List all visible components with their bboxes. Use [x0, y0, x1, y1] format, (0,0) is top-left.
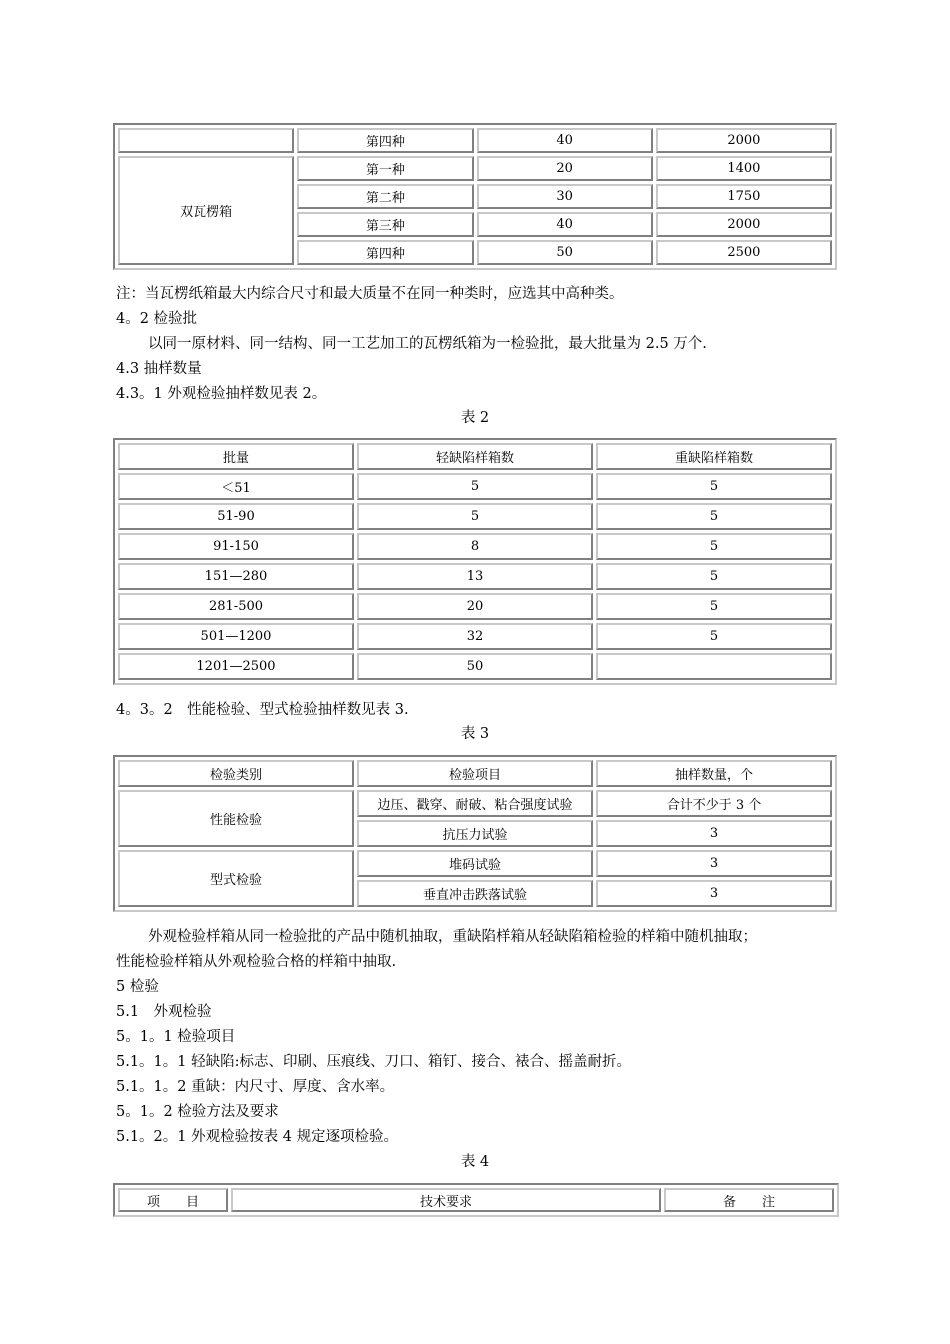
table-caption: 表 3	[460, 726, 490, 742]
table-cell: 5	[357, 503, 593, 530]
table-cell: 20	[477, 156, 653, 181]
paragraph: 性能检验样箱从外观检验合格的样箱中抽取.	[116, 954, 397, 970]
section-heading: 5。1。2 检验方法及要求	[116, 1104, 279, 1120]
table-cell: ＜51	[118, 473, 354, 500]
table-cell: 32	[357, 623, 593, 650]
table-cell: 151—280	[118, 563, 354, 590]
table-cell: 5	[596, 503, 832, 530]
note-text: 注：当瓦楞纸箱最大内综合尺寸和最大质量不在同一种类时，应选其中高种类。	[116, 286, 624, 302]
column-header: 抽样数量，个	[596, 760, 832, 787]
table-row	[118, 563, 832, 590]
table-cell: 2000	[656, 128, 832, 153]
section-heading: 5.1 外观检验	[116, 1004, 212, 1020]
table-cell: 5	[596, 533, 832, 560]
paragraph: 5.1。1。2 重缺：内尺寸、厚度、含水率。	[116, 1079, 395, 1095]
table-cell: 第二种	[297, 184, 473, 209]
table-cell: 50	[477, 240, 653, 265]
table-cell: 1750	[656, 184, 832, 209]
table-cell: 5	[596, 473, 832, 500]
table-cell: 第四种	[297, 128, 473, 153]
table-row	[118, 128, 832, 153]
table-row	[118, 623, 832, 650]
table-cell: 合计不少于 3 个	[596, 790, 832, 817]
table-cell: 第三种	[297, 212, 473, 237]
inspection-table-4	[113, 1183, 839, 1217]
table-row	[118, 473, 832, 500]
table-cell: 5	[596, 623, 832, 650]
table-cell: 40	[477, 212, 653, 237]
table-row	[118, 533, 832, 560]
table-row	[118, 156, 832, 181]
table-header-row	[118, 443, 832, 470]
table-cell: 1400	[656, 156, 832, 181]
table-cell	[118, 128, 294, 153]
sampling-table-2	[113, 438, 837, 685]
table-cell: 51-90	[118, 503, 354, 530]
section-heading: 4.3 抽样数量	[116, 361, 202, 377]
table-cell: 第四种	[297, 240, 473, 265]
table-cell: 2000	[656, 212, 832, 237]
table-cell: 3	[596, 880, 832, 907]
table-header-row	[118, 1188, 834, 1212]
table-cell: 30	[477, 184, 653, 209]
column-header: 技术要求	[231, 1188, 661, 1212]
table-cell: 第一种	[297, 156, 473, 181]
table-cell: 8	[357, 533, 593, 560]
table-row	[118, 850, 832, 877]
column-header: 批量	[118, 443, 354, 470]
section-heading: 4.3。1 外观检验抽样数见表 2。	[116, 386, 327, 402]
column-header: 重缺陷样箱数	[596, 443, 832, 470]
table-cell: 40	[477, 128, 653, 153]
column-header: 备 注	[664, 1188, 834, 1212]
paragraph: 5.1。1。1 轻缺陷:标志、印刷、压痕线、刀口、箱钉、接合、裱合、摇盖耐折。	[116, 1054, 632, 1070]
table-row	[118, 790, 832, 817]
table-cell: 型式检验	[118, 850, 354, 907]
table-row	[118, 503, 832, 530]
table-cell: 1201—2500	[118, 653, 354, 680]
table-caption: 表 4	[460, 1154, 490, 1170]
table-cell: 5	[357, 473, 593, 500]
table-cell: 5	[596, 593, 832, 620]
paragraph: 以同一原材料、同一结构、同一工艺加工的瓦楞纸箱为一检验批，最大批量为 2.5 万个.	[148, 336, 707, 352]
paragraph: 5.1。2。1 外观检验按表 4 规定逐项检验。	[116, 1129, 399, 1145]
table-cell: 50	[357, 653, 593, 680]
table-row	[118, 593, 832, 620]
table-cell: 5	[596, 563, 832, 590]
table-cell: 13	[357, 563, 593, 590]
table-cell: 281-500	[118, 593, 354, 620]
carton-type-table	[113, 123, 837, 270]
column-header: 检验项目	[357, 760, 593, 787]
table-cell: 501—1200	[118, 623, 354, 650]
sampling-table-3	[113, 755, 837, 912]
table-cell: 3	[596, 850, 832, 877]
table-caption: 表 2	[460, 410, 490, 426]
table-cell: 20	[357, 593, 593, 620]
section-heading: 5 检验	[116, 979, 159, 995]
column-header: 项 目	[118, 1188, 228, 1212]
section-heading: 4。3。2 性能检验、型式检验抽样数见表 3.	[116, 702, 409, 718]
column-header: 轻缺陷样箱数	[357, 443, 593, 470]
section-heading: 4。2 检验批	[116, 311, 198, 327]
table-cell	[596, 653, 832, 680]
table-cell: 抗压力试验	[357, 820, 593, 847]
table-cell: 边压、戳穿、耐破、粘合强度试验	[357, 790, 593, 817]
table-cell: 性能检验	[118, 790, 354, 847]
table-cell: 堆码试验	[357, 850, 593, 877]
table-header-row	[118, 760, 832, 787]
table-cell: 3	[596, 820, 832, 847]
table-cell: 垂直冲击跌落试验	[357, 880, 593, 907]
table-cell: 2500	[656, 240, 832, 265]
section-heading: 5。1。1 检验项目	[116, 1029, 236, 1045]
paragraph: 外观检验样箱从同一检验批的产品中随机抽取，重缺陷样箱从轻缺陷箱检验的样箱中随机抽取；	[148, 929, 757, 945]
table-cell: 双瓦楞箱	[118, 156, 294, 265]
table-cell: 91-150	[118, 533, 354, 560]
table-row	[118, 653, 832, 680]
column-header: 检验类别	[118, 760, 354, 787]
